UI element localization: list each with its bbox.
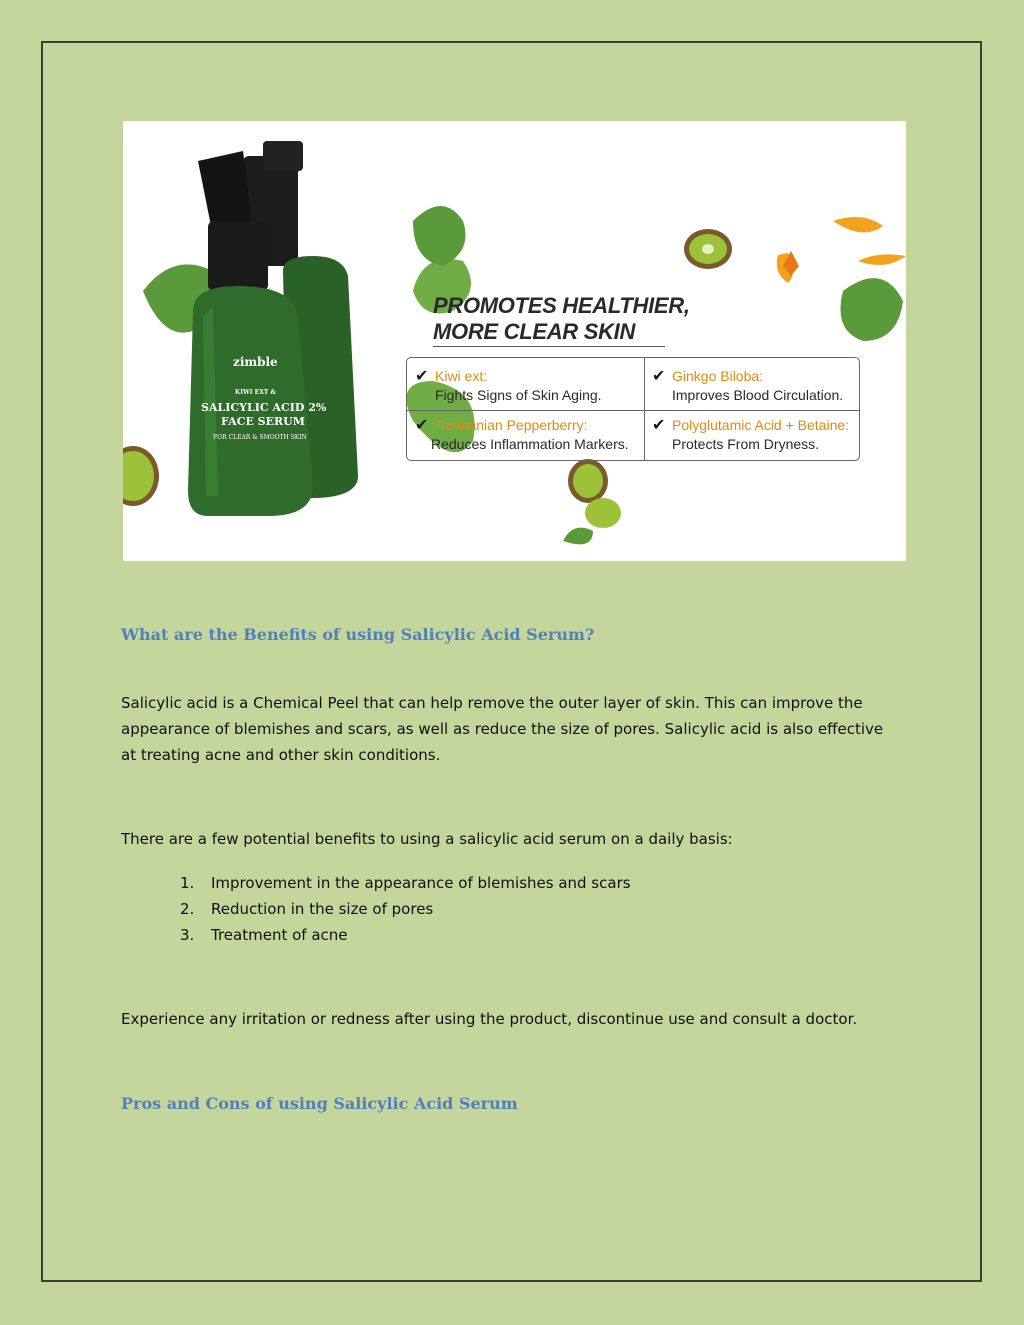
- intro-paragraph: Salicylic acid is a Chemical Peel that can help remove the outer layer of skin. This can improve the appearance of blemishes and scars, as well as reduce the size of pores. Salicylic acid is also effective at treating acne and other skin conditions.: [121, 694, 884, 764]
- product-banner-image: [123, 121, 906, 561]
- checkmark-icon: ✔: [652, 415, 666, 434]
- table-divider: [644, 358, 645, 460]
- bottle-label-line3: FACE SERUM: [221, 415, 305, 428]
- benefit-desc: Protects From Dryness.: [672, 436, 820, 452]
- benefit-cell-ginkgo: [652, 366, 843, 405]
- benefit-name: Ginkgo Biloba:: [672, 368, 764, 384]
- benefits-heading: What are the Benefits of using Salicylic Acid Serum?: [121, 625, 595, 644]
- orange-petal-icon: [777, 217, 906, 283]
- benefit-cell-kiwi: [415, 366, 602, 405]
- benefit-desc: Improves Blood Circulation.: [672, 387, 844, 403]
- benefits-list: [180, 870, 631, 948]
- list-number: 2.: [180, 900, 195, 918]
- list-number: 3.: [180, 926, 195, 944]
- pros-cons-heading: Pros and Cons of using Salicylic Acid Serum: [121, 1094, 518, 1113]
- list-text: Reduction in the size of pores: [211, 900, 434, 918]
- list-item: [180, 896, 631, 922]
- list-number: 1.: [180, 874, 195, 892]
- promo-title-line1: PROMOTES HEALTHIER,: [433, 293, 690, 318]
- list-text: Improvement in the appearance of blemishes and scars: [211, 874, 631, 892]
- promo-title: [433, 293, 690, 345]
- benefit-table: [406, 357, 860, 461]
- benefit-name: Tasmanian Pepperberry:: [435, 417, 588, 433]
- bottle-brand: zimble: [233, 355, 278, 369]
- bottle-label-line2: SALICYLIC ACID 2%: [201, 401, 327, 414]
- benefit-cell-pepperberry: [415, 415, 629, 454]
- list-item: [180, 922, 631, 948]
- benefit-name: Kiwi ext:: [435, 368, 488, 384]
- list-text: Treatment of acne: [211, 926, 348, 944]
- checkmark-icon: ✔: [652, 366, 666, 385]
- warning-paragraph: Experience any irritation or redness after using the product, discontinue use and consult a doctor.: [121, 1010, 858, 1028]
- bottle-label-line4: FOR CLEAR & SMOOTH SKIN: [213, 434, 307, 441]
- benefit-cell-polyglutamic: [652, 415, 849, 454]
- table-divider: [407, 410, 859, 411]
- bottle-label-line1: KIWI EXT &: [235, 389, 276, 396]
- checkmark-icon: ✔: [415, 415, 429, 434]
- benefits-intro: There are a few potential benefits to using a salicylic acid serum on a daily basis:: [121, 830, 733, 848]
- promo-underline: [433, 346, 665, 347]
- benefit-desc: Reduces Inflammation Markers.: [431, 436, 629, 452]
- benefit-name: Polyglutamic Acid + Betaine:: [672, 417, 850, 433]
- benefit-desc: Fights Signs of Skin Aging.: [435, 387, 602, 403]
- promo-title-line2: MORE CLEAR SKIN: [433, 319, 636, 344]
- checkmark-icon: ✔: [415, 366, 429, 385]
- list-item: [180, 870, 631, 896]
